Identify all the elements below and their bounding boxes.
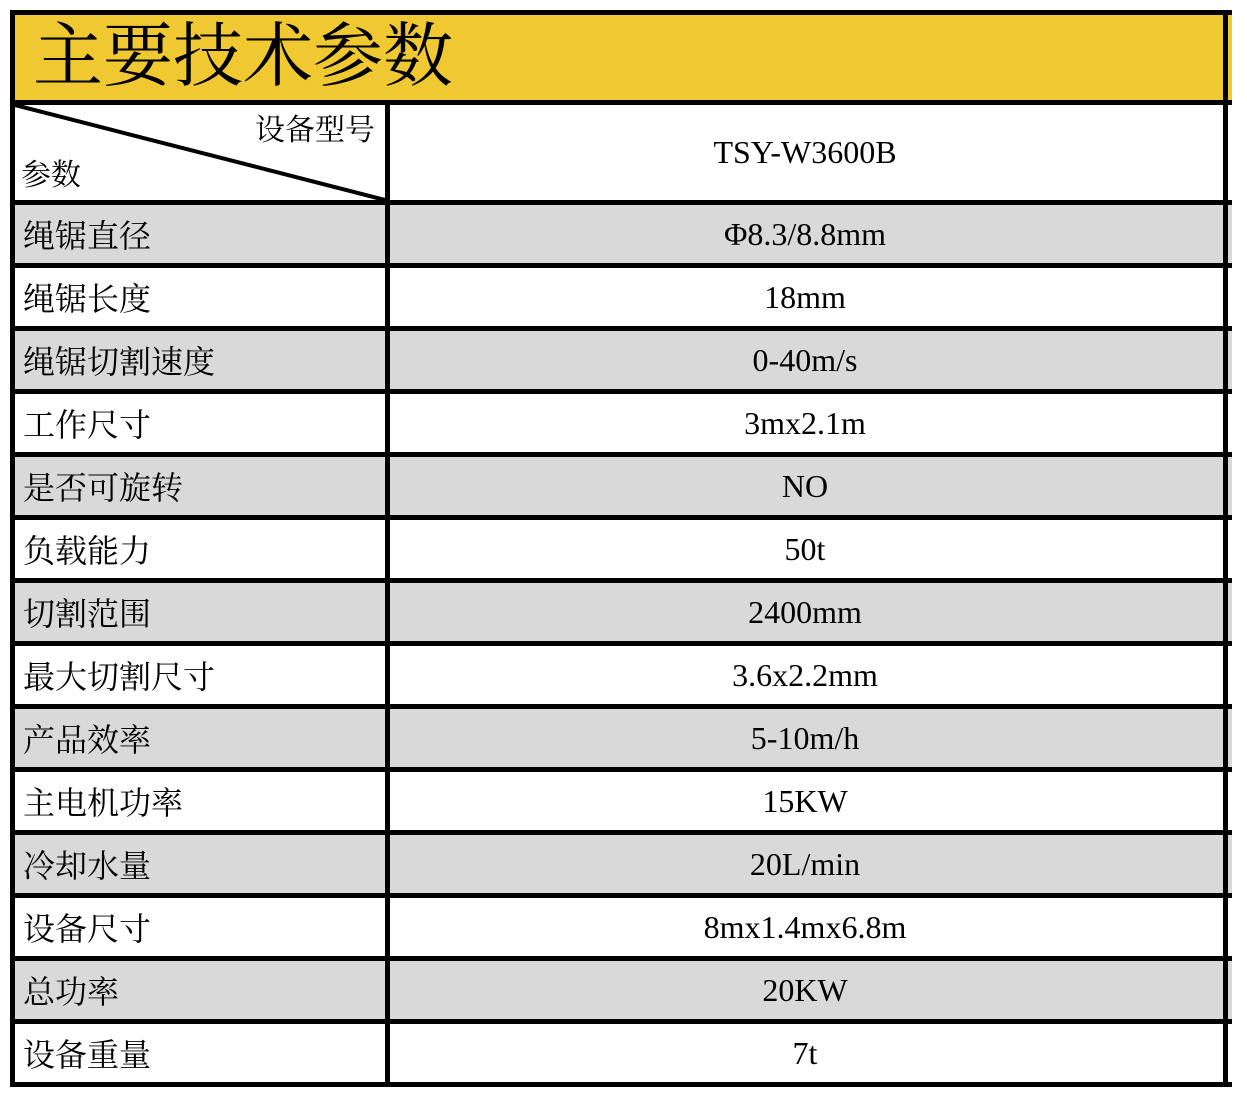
row-value-cell <box>390 394 1232 452</box>
row-value-cell <box>390 772 1232 830</box>
row-label: 绳锯直径 <box>23 218 152 254</box>
row-label-cell <box>15 772 390 830</box>
row-label-cell <box>15 520 390 578</box>
row-value: 18mm <box>764 278 846 315</box>
row-value-cell <box>390 583 1232 641</box>
row-value: 50t <box>784 530 826 567</box>
row-label-cell <box>15 394 390 452</box>
row-label-cell <box>15 268 390 326</box>
table-row <box>15 709 1232 772</box>
row-label-cell <box>15 709 390 767</box>
table-row <box>15 898 1232 961</box>
row-value: Φ8.3/8.8mm <box>723 215 887 252</box>
row-value: 5-10m/h <box>750 719 860 756</box>
table-row <box>15 394 1232 457</box>
table-row <box>15 205 1232 268</box>
spec-table <box>10 10 1232 1087</box>
row-label: 设备重量 <box>23 1037 152 1073</box>
row-label-cell <box>15 835 390 893</box>
row-value-cell <box>390 898 1232 956</box>
table-title: 主要技术参数 <box>33 18 453 96</box>
table-row <box>15 331 1232 394</box>
table-row <box>15 1024 1232 1082</box>
row-value-cell <box>390 1024 1232 1082</box>
table-row <box>15 772 1232 835</box>
row-label-cell <box>15 583 390 641</box>
table-row <box>15 835 1232 898</box>
row-value-cell <box>390 709 1232 767</box>
table-header-row <box>15 105 1232 205</box>
row-value: 3.6x2.2mm <box>732 656 878 693</box>
row-label: 是否可旋转 <box>23 470 184 506</box>
row-label: 绳锯长度 <box>23 281 152 317</box>
row-label: 主电机功率 <box>23 785 184 821</box>
table-title-bar <box>15 15 1232 105</box>
row-value-cell <box>390 268 1232 326</box>
row-value: 15KW <box>762 782 848 819</box>
table-row <box>15 646 1232 709</box>
row-label: 冷却水量 <box>23 848 152 884</box>
table-row <box>15 268 1232 331</box>
row-label-cell <box>15 646 390 704</box>
row-value-cell <box>390 457 1232 515</box>
row-value: 7t <box>792 1034 818 1071</box>
row-label: 最大切割尺寸 <box>23 659 216 695</box>
row-label-cell <box>15 205 390 263</box>
row-label-cell <box>15 961 390 1019</box>
model-value: TSY-W3600B <box>713 134 897 170</box>
row-label-cell <box>15 457 390 515</box>
row-label: 切割范围 <box>23 596 152 632</box>
row-value: NO <box>781 467 829 504</box>
table-body <box>15 205 1232 1082</box>
row-value-cell <box>390 205 1232 263</box>
row-label: 负载能力 <box>23 533 152 569</box>
table-row <box>15 520 1232 583</box>
row-label: 总功率 <box>23 974 120 1010</box>
table-row <box>15 457 1232 520</box>
row-label-cell <box>15 1024 390 1082</box>
row-value: 8mx1.4mx6.8m <box>703 908 907 945</box>
table-row <box>15 961 1232 1024</box>
row-label: 设备尺寸 <box>23 911 152 947</box>
row-value-cell <box>390 961 1232 1019</box>
row-value-cell <box>390 520 1232 578</box>
row-value-cell <box>390 331 1232 389</box>
row-value-cell <box>390 646 1232 704</box>
header-model-cell <box>390 105 1232 200</box>
header-corner-bottom-label: 参数 <box>21 159 81 192</box>
row-label: 工作尺寸 <box>23 407 152 443</box>
row-value: 0-40m/s <box>752 341 858 378</box>
row-value: 20KW <box>762 971 848 1008</box>
row-value-cell <box>390 835 1232 893</box>
header-corner-cell <box>15 105 390 200</box>
row-value: 20L/min <box>749 845 861 882</box>
row-value: 3mx2.1m <box>744 404 866 441</box>
row-label: 产品效率 <box>23 722 152 758</box>
row-label-cell <box>15 331 390 389</box>
table-right-border <box>1223 15 1228 1082</box>
row-value: 2400mm <box>748 593 862 630</box>
row-label-cell <box>15 898 390 956</box>
table-row <box>15 583 1232 646</box>
header-corner-top-label: 设备型号 <box>255 114 375 147</box>
row-label: 绳锯切割速度 <box>23 344 216 380</box>
